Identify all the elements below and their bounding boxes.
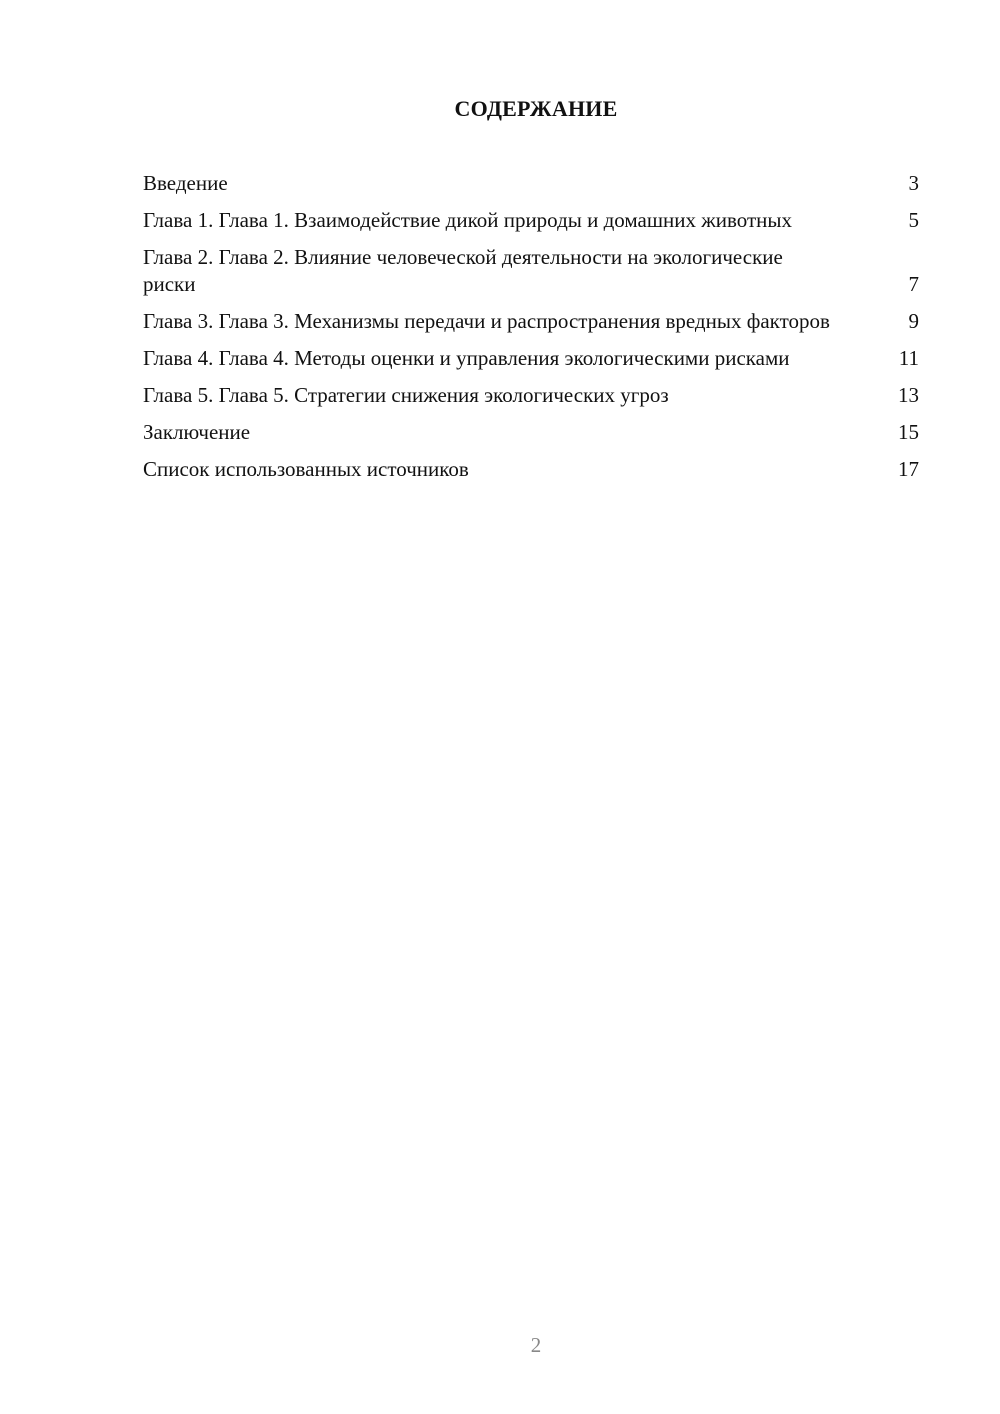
toc-entry-label: Глава 4. Глава 4. Методы оценки и управления экологическими рисками [143, 346, 790, 370]
toc-entry-chapter-5[interactable] [143, 382, 919, 409]
toc-entry-page: 17 [898, 457, 919, 481]
toc-entry-page: 11 [898, 346, 919, 370]
toc-entry-page: 7 [908, 272, 919, 296]
toc-entry-chapter-4[interactable] [143, 345, 919, 372]
toc-entry-label: Заключение [143, 420, 251, 444]
toc-entry-label: Глава 3. Глава 3. Механизмы передачи и распространения вредных факторов [143, 309, 830, 333]
toc-entry-introduction[interactable] [143, 170, 919, 197]
toc-entry-label: Глава 2. Глава 2. Влияние человеческой деятельности на экологические риски [143, 245, 783, 296]
toc-entry-page: 15 [898, 420, 919, 444]
toc-entry-label: Список использованных источников [143, 457, 469, 481]
toc-entry-chapter-2[interactable] [143, 244, 919, 298]
toc-entry-conclusion[interactable] [143, 419, 919, 446]
toc-entry-page: 5 [908, 208, 919, 232]
toc-entry-label: Введение [143, 171, 228, 195]
page-number: 2 [530, 1333, 542, 1357]
toc-entry-chapter-3[interactable] [143, 308, 919, 335]
toc-entry-page: 13 [898, 383, 919, 407]
toc-entry-page: 3 [908, 171, 919, 195]
toc-entry-page: 9 [908, 309, 919, 333]
toc-entry-label: Глава 1. Глава 1. Взаимодействие дикой природы и домашних животных [143, 208, 793, 232]
toc-entry-chapter-1[interactable] [143, 207, 919, 234]
toc-entry-label: Глава 5. Глава 5. Стратегии снижения экологических угроз [143, 383, 669, 407]
table-of-contents [143, 170, 919, 493]
page-title: СОДЕРЖАНИЕ [454, 96, 618, 121]
toc-entry-references[interactable] [143, 456, 919, 483]
